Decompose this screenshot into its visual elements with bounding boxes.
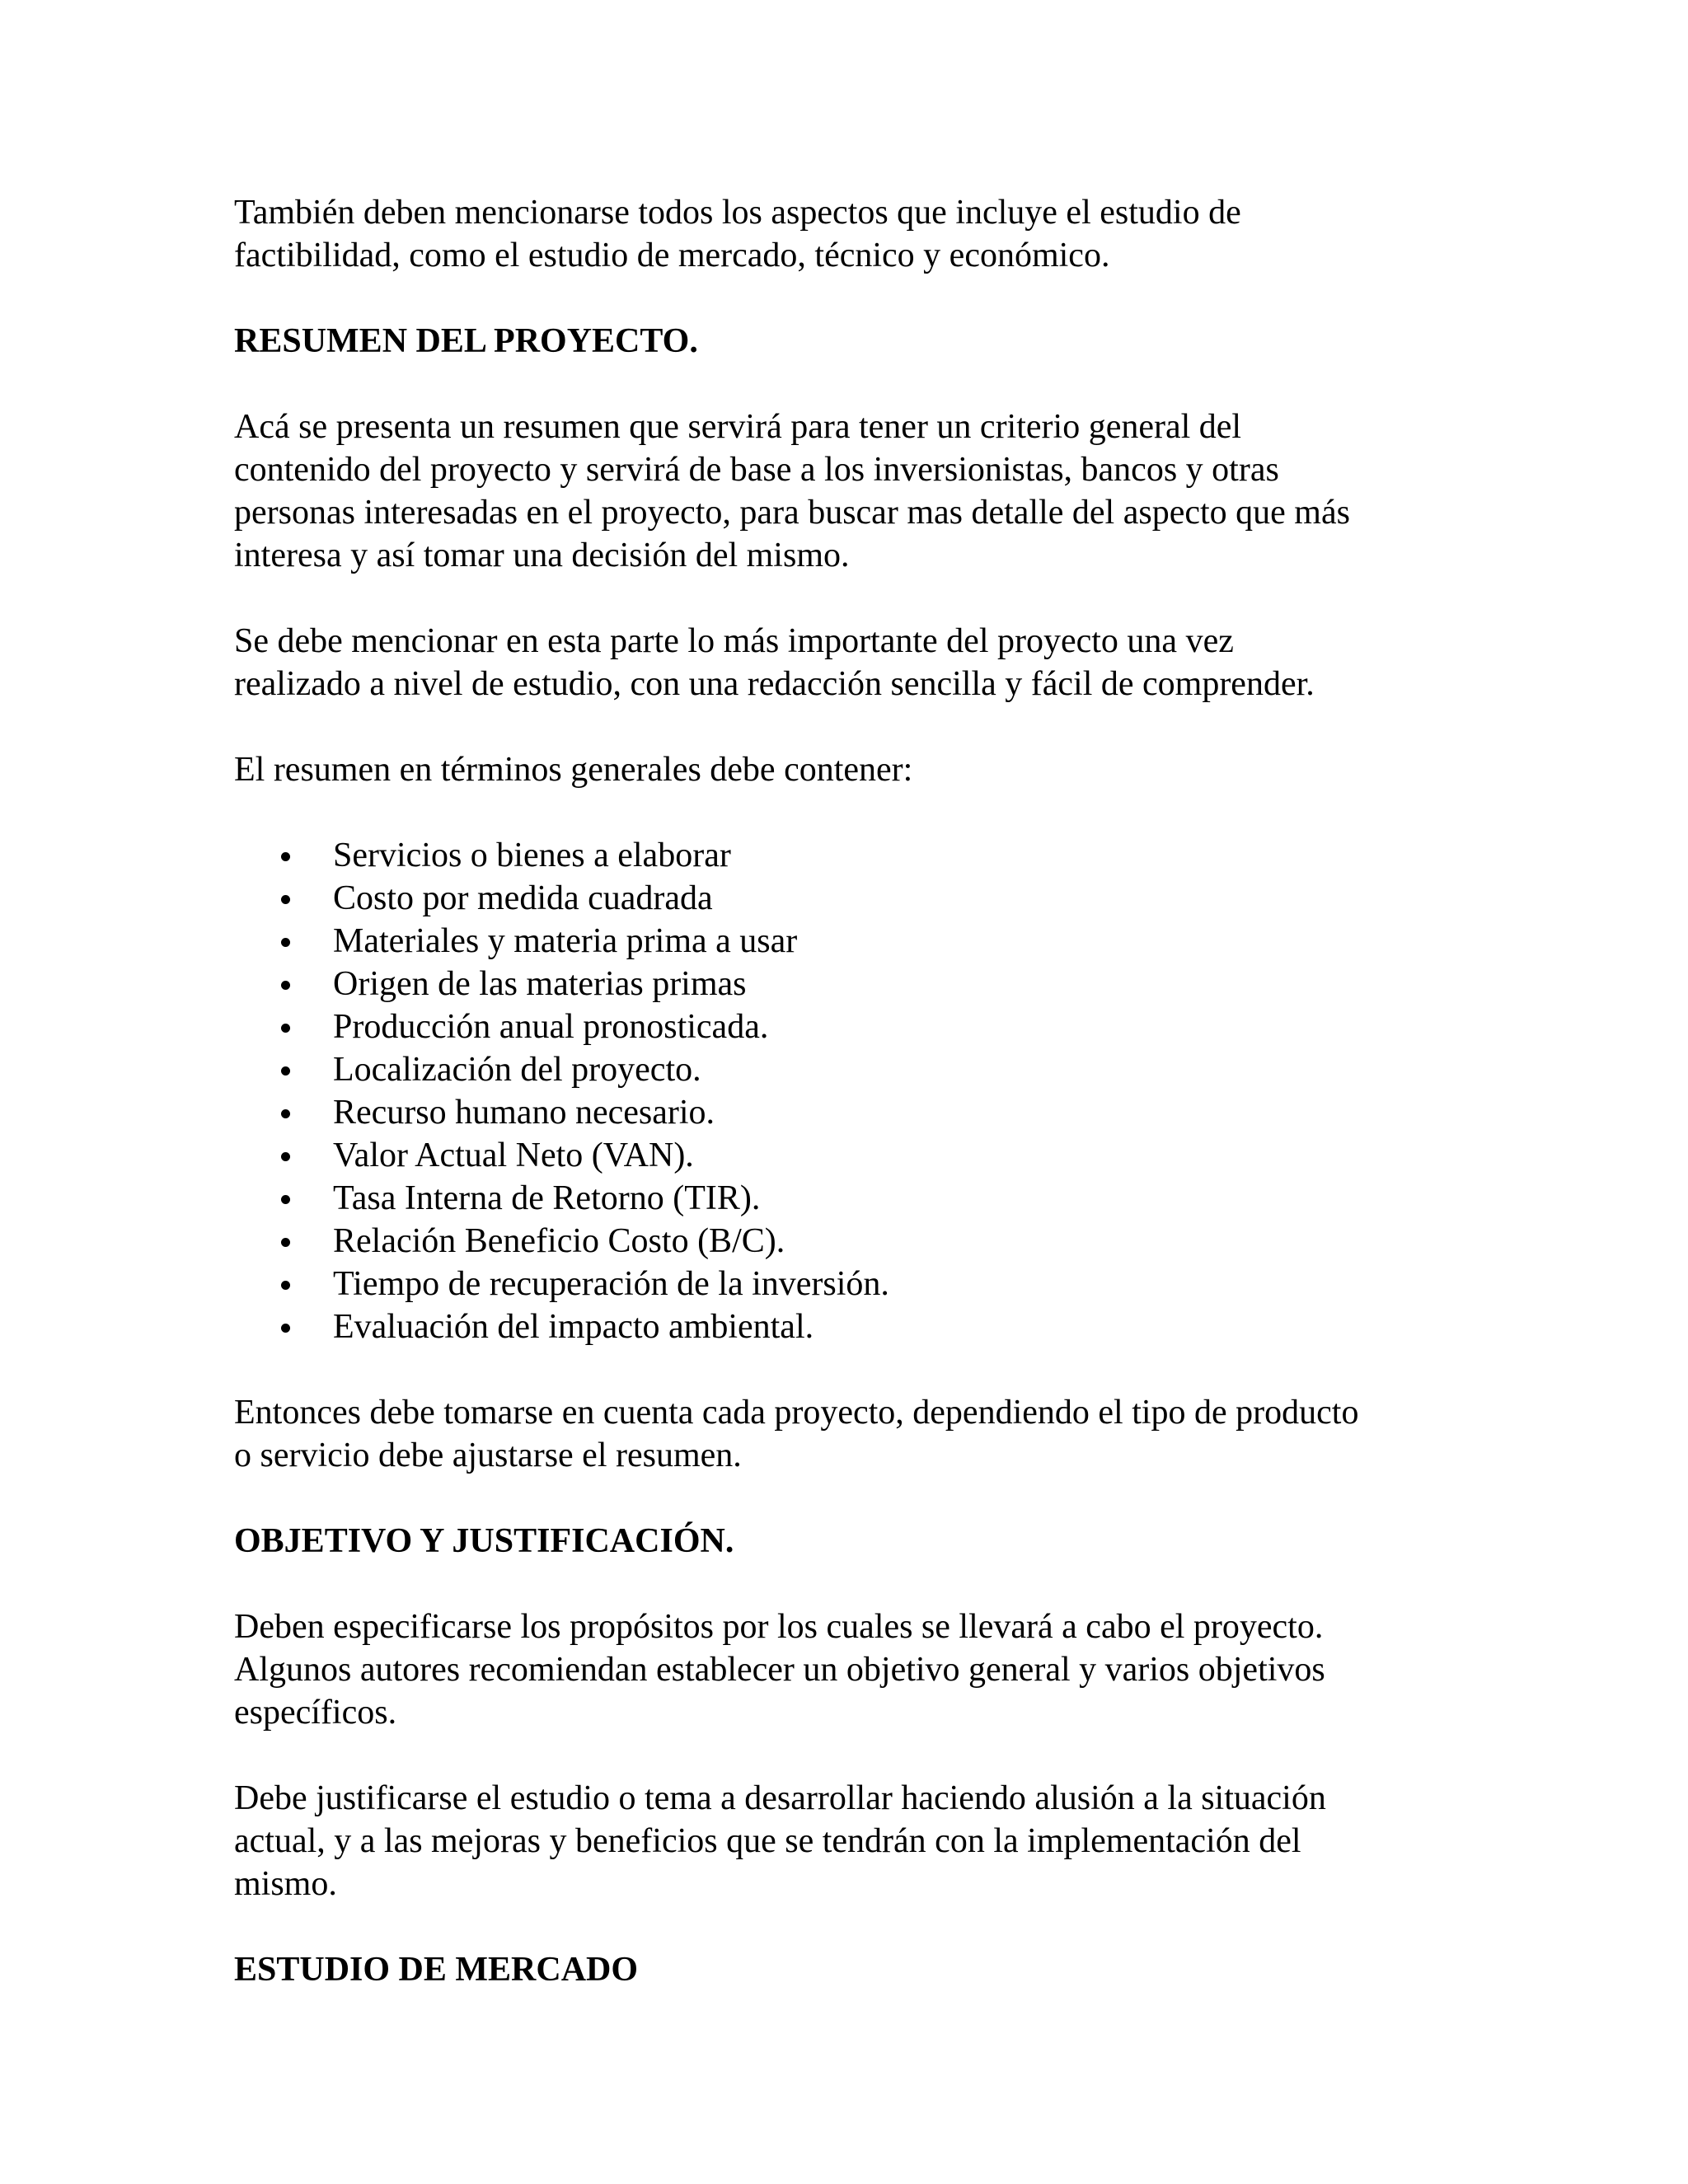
text-line: interesa y así tomar una decisión del mismo. [234,537,850,574]
bullet-icon [281,981,290,990]
list-item-text: Producción anual pronosticada. [333,1008,769,1046]
intro-paragraph [234,191,1487,277]
objetivo-paragraph-2 [234,1777,1487,1905]
list-item-text: Servicios o bienes a elaborar [333,837,731,874]
objetivo-paragraph-1 [234,1605,1487,1734]
bullet-icon [281,1066,290,1076]
text-line: Acá se presenta un resumen que servirá para tener un criterio general del [234,408,1242,446]
list-item [234,834,1487,877]
list-item [234,1263,1487,1305]
list-item-text: Costo por medida cuadrada [333,879,713,917]
list-item-text: Recurso humano necesario. [333,1094,715,1132]
bullet-icon [281,1281,290,1290]
list-item-text: Evaluación del impacto ambiental. [333,1308,814,1346]
list-item-text: Materiales y materia prima a usar [333,922,798,960]
section-heading-resumen: RESUMEN DEL PROYECTO. [234,322,698,360]
section-heading-objetivo: OBJETIVO Y JUSTIFICACIÓN. [234,1522,734,1560]
list-item [234,1220,1487,1263]
resumen-closing-paragraph [234,1391,1487,1477]
text-line: actual, y a las mejoras y beneficios que se tendrán con la implementación del [234,1822,1301,1860]
text-line: realizado a nivel de estudio, con una redacción sencilla y fácil de comprender. [234,665,1315,703]
text-line: específicos. [234,1694,397,1732]
bullet-icon [281,895,290,904]
bullet-icon [281,852,290,861]
resumen-paragraph-1 [234,405,1487,577]
list-item [234,1305,1487,1348]
list-item [234,920,1487,963]
text-line: También deben mencionarse todos los aspectos que incluye el estudio de [234,194,1241,232]
list-item-text: Relación Beneficio Costo (B/C). [333,1222,785,1260]
list-item [234,1048,1487,1091]
summary-contents-list [234,834,1487,1348]
bullet-icon [281,1109,290,1118]
section-heading-mercado: ESTUDIO DE MERCADO [234,1951,639,1989]
text-line: Debe justificarse el estudio o tema a desarrollar haciendo alusión a la situación [234,1779,1326,1817]
document-body [234,191,1487,1991]
text-line: o servicio debe ajustarse el resumen. [234,1436,742,1474]
bullet-icon [281,1024,290,1033]
bullet-icon [281,1152,290,1161]
text-line: personas interesadas en el proyecto, para buscar mas detalle del aspecto que más [234,494,1350,532]
list-item-text: Tiempo de recuperación de la inversión. [333,1265,889,1303]
bullet-icon [281,938,290,947]
list-item [234,963,1487,1005]
text-line: factibilidad, como el estudio de mercado, técnico y económico. [234,237,1110,274]
list-item [234,1005,1487,1048]
bullet-icon [281,1195,290,1204]
list-item [234,1091,1487,1134]
text-line: Deben especificarse los propósitos por los cuales se llevará a cabo el proyecto. [234,1608,1324,1646]
text-line: Se debe mencionar en esta parte lo más importante del proyecto una vez [234,622,1234,660]
text-line: contenido del proyecto y servirá de base a los inversionistas, bancos y otras [234,451,1279,489]
list-item [234,1134,1487,1177]
list-item-text: Origen de las materias primas [333,965,747,1003]
bullet-icon [281,1324,290,1333]
text-line: mismo. [234,1865,337,1903]
text-line: Algunos autores recomiendan establecer un objetivo general y varios objetivos [234,1651,1325,1689]
list-item [234,1177,1487,1220]
list-item-text: Valor Actual Neto (VAN). [333,1137,694,1174]
list-item-text: Localización del proyecto. [333,1051,701,1089]
list-item [234,877,1487,920]
bullet-icon [281,1238,290,1247]
list-item-text: Tasa Interna de Retorno (TIR). [333,1179,761,1217]
list-intro: El resumen en términos generales debe contener: [234,751,913,789]
text-line: Entonces debe tomarse en cuenta cada proyecto, dependiendo el tipo de producto [234,1394,1359,1432]
resumen-paragraph-2 [234,620,1487,705]
